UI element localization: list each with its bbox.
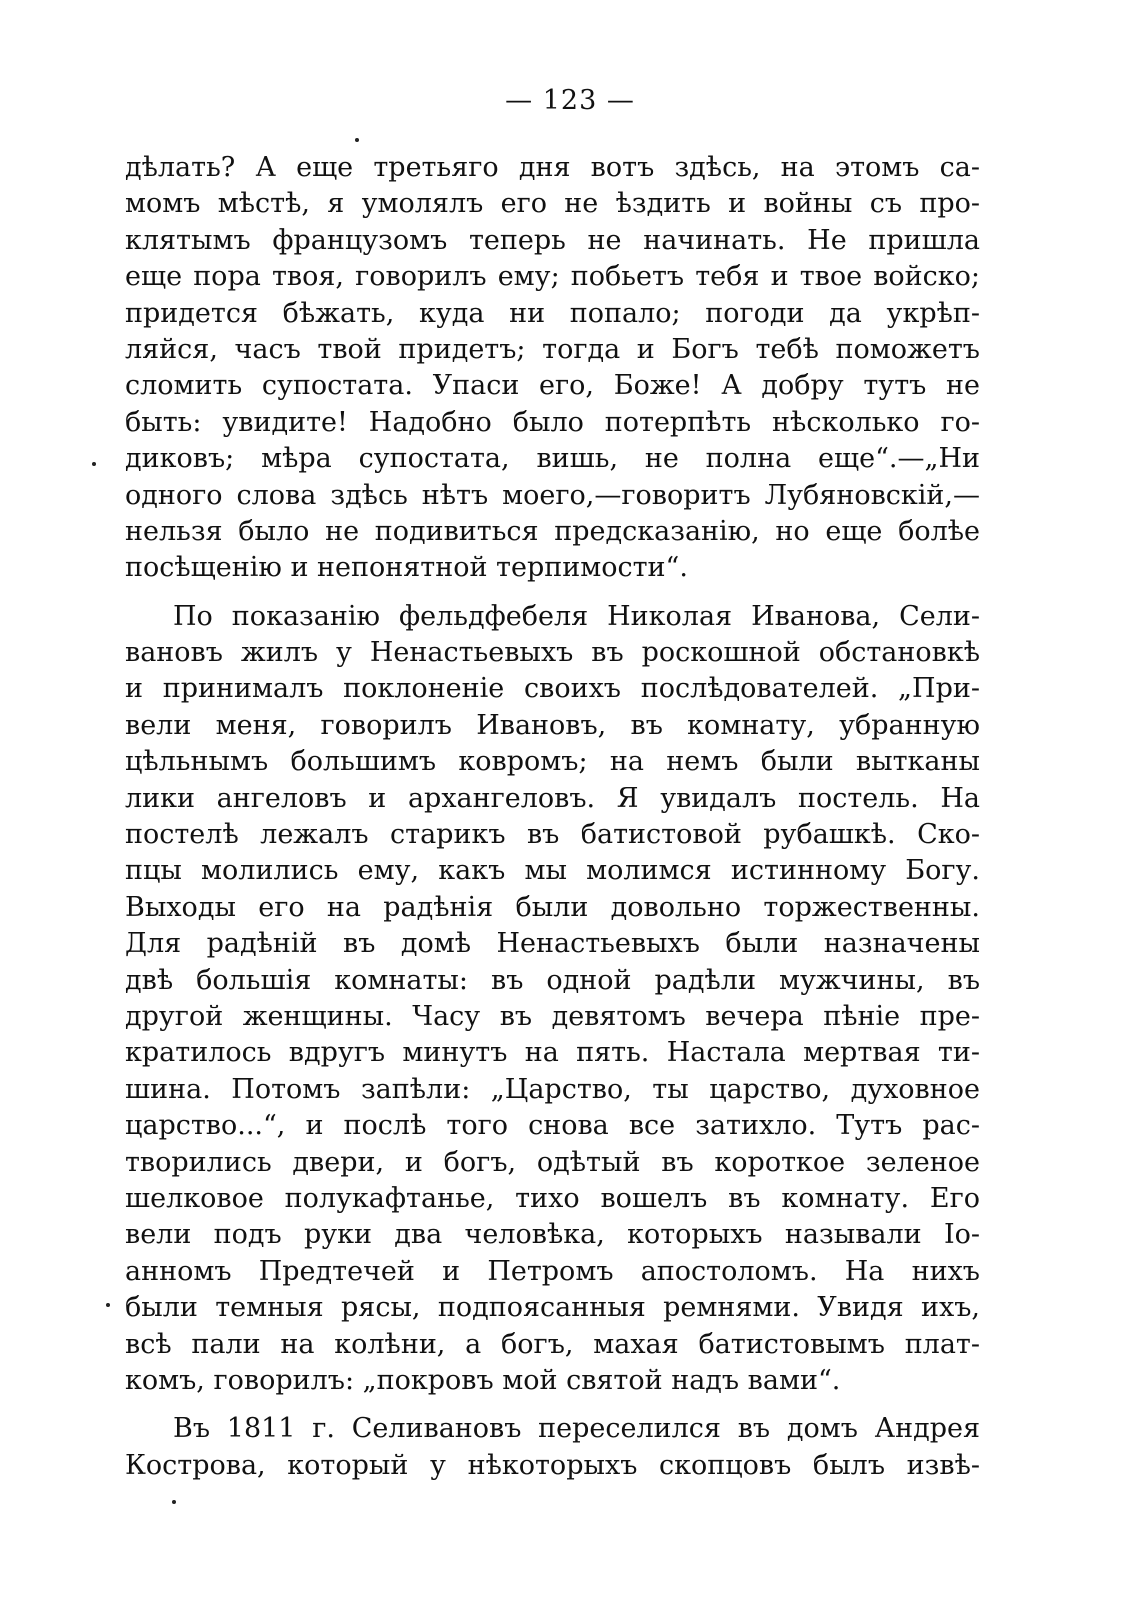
page-number: — 123 — (505, 85, 635, 116)
text-line: творились двери, и богъ, одѣтый въ короткое зеленое (125, 1146, 980, 1178)
text-line: Въ 1811 г. Селивановъ переселился въ домъ Андрея (173, 1413, 980, 1445)
text-line: Выходы его на радѣнія были довольно торжественны. (125, 891, 980, 923)
text-body (125, 150, 980, 1484)
text-line: были темныя рясы, подпоясанныя ремнями. Увидя ихъ, (125, 1292, 980, 1324)
scan-speck (106, 1303, 110, 1307)
text-line: еще пора твоя, говорилъ ему; побьетъ тебя и твое войско; (125, 261, 980, 293)
text-line: и принималъ поклоненіе своихъ послѣдователей. „При- (125, 673, 980, 705)
text-line: сломить супостата. Упаси его, Боже! А добру тутъ не (125, 370, 980, 402)
text-line: комъ, говорилъ: „покровъ мой святой надъ вами“. (125, 1364, 841, 1396)
text-line: диковъ; мѣра супостата, вишь, не полна еще“.—„Ни (125, 443, 980, 475)
text-line: посѣщенію и непонятной терпимости“. (125, 552, 688, 584)
text-line: Кострова, который у нѣкоторыхъ скопцовъ былъ извѣ- (125, 1449, 980, 1481)
text-line: придется бѣжать, куда ни попало; погоди да укрѣп- (125, 297, 980, 329)
text-line: быть: увидите! Надобно было потерпѣть нѣсколько го- (125, 406, 980, 438)
text-line: ляйся, часъ твой придетъ; тогда и Богъ тебѣ поможетъ (125, 333, 980, 365)
text-line: момъ мѣстѣ, я умолялъ его не ѣздить и войны съ про- (125, 188, 980, 220)
text-line: одного слова здѣсь нѣтъ моего,—говоритъ Лубяновскій,— (125, 479, 980, 511)
paragraph-3 (125, 1411, 980, 1484)
text-line: двѣ большія комнаты: въ одной радѣли мужчины, въ (125, 964, 980, 996)
text-line: постелѣ лежалъ старикъ въ батистовой рубашкѣ. Ско- (125, 819, 980, 851)
paragraph-2 (125, 599, 980, 1400)
text-line: всѣ пали на колѣни, а богъ, махая батистовымъ плат- (125, 1328, 980, 1360)
text-line: кратилось вдругъ минутъ на пять. Настала мертвая ти- (125, 1037, 980, 1069)
text-line: клятымъ французомъ теперь не начинать. Не пришла (125, 224, 980, 256)
text-line: другой женщины. Часу въ девятомъ вечера пѣніе пре- (125, 1000, 980, 1032)
text-line: Для радѣній въ домѣ Ненастьевыхъ были назначены (125, 928, 980, 960)
text-line: вели меня, говорилъ Ивановъ, въ комнату, убранную (125, 709, 980, 741)
text-line: шина. Потомъ запѣли: „Царство, ты царство, духовное (125, 1073, 980, 1105)
scan-speck (355, 138, 359, 142)
text-line: царство...“, и послѣ того снова все затихло. Тутъ рас- (125, 1110, 980, 1142)
text-line: нельзя было не подивиться предсказанію, но еще болѣе (125, 515, 980, 547)
text-line: шелковое полукафтанье, тихо вошелъ въ комнату. Его (125, 1182, 980, 1214)
text-line: лики ангеловъ и архангеловъ. Я увидалъ постель. На (125, 782, 980, 814)
scan-speck (172, 1500, 176, 1504)
scan-speck (92, 462, 96, 466)
text-line: цѣльнымъ большимъ ковромъ; на немъ были вытканы (125, 746, 980, 778)
text-line: анномъ Предтечей и Петромъ апостоломъ. На нихъ (125, 1255, 980, 1287)
paragraph-1 (125, 150, 980, 587)
text-line: вановъ жилъ у Ненастьевыхъ въ роскошной обстановкѣ (125, 637, 980, 669)
text-line: вели подъ руки два человѣка, которыхъ называли Іо- (125, 1219, 980, 1251)
text-line: По показанію фельдфебеля Николая Иванова, Сели- (173, 600, 980, 632)
text-line: пцы молились ему, какъ мы молимся истинному Богу. (125, 855, 980, 887)
text-line: дѣлать? А еще третьяго дня вотъ здѣсь, на этомъ са- (125, 152, 980, 183)
